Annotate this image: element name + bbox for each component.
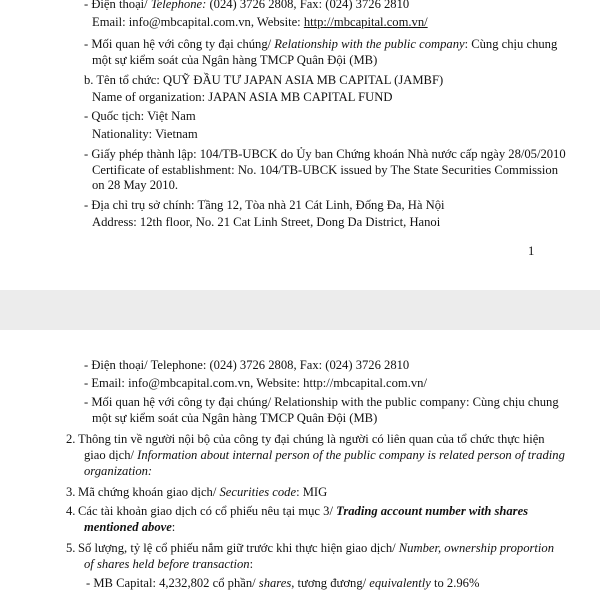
item-2: 2. Thông tin về người nội bộ của công ty đại chúng là người có liên quan của tổ chức thực hiện	[66, 432, 545, 446]
phone-line: - Điện thoại/ Telephone: (024) 3726 2808, Fax: (024) 3726 2810	[84, 0, 410, 11]
item-2-line-3: organization:	[84, 464, 153, 478]
website-link[interactable]: http://mbcapital.com.vn/	[303, 15, 428, 29]
nationality-vn: - Quốc tịch: Việt Nam	[84, 109, 196, 123]
license-en-2: on 28 May 2010.	[92, 178, 179, 192]
document-page-1	[0, 0, 600, 290]
document-page-2	[0, 330, 600, 600]
address-vn: - Địa chỉ trụ sở chính: Tầng 12, Tòa nhà 21 Cát Linh, Đống Đa, Hà Nội	[84, 198, 445, 212]
item-5-line-2: of shares held before transaction:	[84, 557, 254, 571]
item-3: 3. Mã chứng khoán giao dịch/ Securities code: MIG	[66, 485, 328, 499]
phone-line-p2: - Điện thoại/ Telephone: (024) 3726 2808, Fax: (024) 3726 2810	[84, 358, 410, 372]
nationality-en: Nationality: Vietnam	[92, 127, 198, 141]
email-line-p2: - Email: info@mbcapital.com.vn, Website: http://mbcapital.com.vn/	[84, 376, 427, 390]
relationship-line-p2-2: một sự kiểm soát của Ngân hàng TMCP Quân Đội (MB)	[92, 411, 378, 425]
item-4: 4. Các tài khoản giao dịch có cổ phiếu nêu tại mục 3/ Trading account number with shares	[66, 504, 529, 518]
license-en: Certificate of establishment: No. 104/TB-UBCK issued by The State Securities Commission	[92, 163, 559, 177]
relationship-line-p2: - Mối quan hệ với công ty đại chúng/ Relationship with the public company: Cùng chịu chung	[84, 395, 559, 409]
org-name-vn: b. Tên tổ chức: QUỸ ĐẦU TƯ JAPAN ASIA MB CAPITAL (JAMBF)	[84, 73, 444, 87]
relationship-line-2: một sự kiểm soát của Ngân hàng TMCP Quân Đội (MB)	[92, 53, 378, 67]
item-5-sub: - MB Capital: 4,232,802 cổ phần/ shares, tương đương/ equivalently to 2.96%	[86, 576, 480, 590]
relationship-line: - Mối quan hệ với công ty đại chúng/ Relationship with the public company: Cùng chịu chung	[84, 37, 558, 51]
license-vn: - Giấy phép thành lập: 104/TB-UBCK do Ủy ban Chứng khoán Nhà nước cấp ngày 28/05/2010	[84, 147, 566, 161]
item-5: 5. Số lượng, tỷ lệ cổ phiếu nắm giữ trước khi thực hiện giao dịch/ Number, ownership proportion	[66, 541, 555, 555]
email-line: Email: info@mbcapital.com.vn, Website: http://mbcapital.com.vn/	[92, 15, 428, 29]
address-en: Address: 12th floor, No. 21 Cat Linh Street, Dong Da District, Hanoi	[92, 215, 441, 229]
page-separator	[0, 290, 600, 330]
item-4-line-2: mentioned above:	[84, 520, 176, 534]
item-2-line-2: giao dịch/ Information about internal person of the public company is related person of trading	[84, 448, 565, 462]
page-number: 1	[528, 244, 535, 258]
org-name-en: Name of organization: JAPAN ASIA MB CAPITAL FUND	[92, 90, 393, 104]
